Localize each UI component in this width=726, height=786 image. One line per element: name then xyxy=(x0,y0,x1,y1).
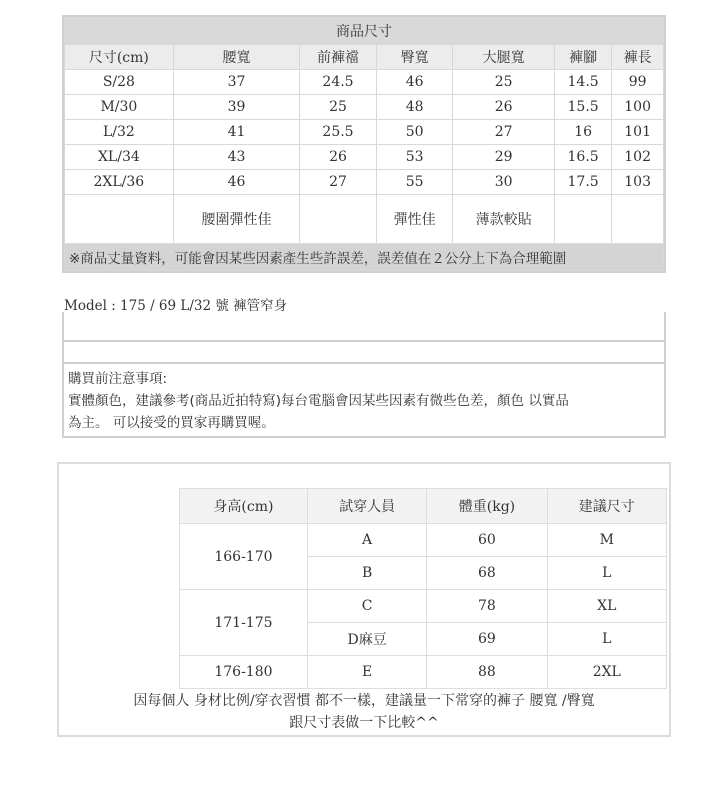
size-cell: 46 xyxy=(173,170,299,195)
notice-line: 實體顏色，建議參考(商品近拍特寫)每台電腦會因某些因素有微些色差，顏色 以實品 xyxy=(68,393,569,409)
fit-footnote xyxy=(59,690,669,734)
size-cell: 27 xyxy=(453,120,555,145)
size-cell: 48 xyxy=(376,95,453,120)
size-disclaimer: ※商品丈量資料，可能會因某些因素產生些許誤差，誤差值在２公分上下為合理範圍 xyxy=(65,244,664,271)
size-cell: 55 xyxy=(376,170,453,195)
height-range-cell: 166-170 xyxy=(180,524,308,590)
model-info: Model : 175 / 69 L/32 號 褲管窄身 xyxy=(64,298,288,314)
fit-cell: M xyxy=(547,524,666,557)
notice-header-bar xyxy=(64,342,664,364)
fit-header-cell: 試穿人員 xyxy=(307,489,426,524)
fit-cell: L xyxy=(547,623,666,656)
size-cell: 100 xyxy=(612,95,664,120)
table-row xyxy=(65,145,664,170)
fit-cell: A xyxy=(307,524,426,557)
size-cell: 16.5 xyxy=(554,145,611,170)
size-note-cell: 腰圍彈性佳 xyxy=(173,195,299,244)
fit-cell: 69 xyxy=(427,623,547,656)
size-note-cell: 薄款較貼 xyxy=(453,195,555,244)
fit-cell: L xyxy=(547,557,666,590)
spacer xyxy=(62,312,666,340)
size-cell: 2XL/36 xyxy=(65,170,174,195)
table-row xyxy=(65,170,664,195)
fit-cell: D麻豆 xyxy=(307,623,426,656)
size-cell: 17.5 xyxy=(554,170,611,195)
fit-footnote-line: 因每個人 身材比例/穿衣習慣 都不一樣，建議量一下常穿的褲子 腰寬 /臀寬 xyxy=(133,693,595,709)
size-cell: 102 xyxy=(612,145,664,170)
size-chart xyxy=(62,15,666,273)
size-cell: 25 xyxy=(300,95,377,120)
size-cell: 25 xyxy=(453,70,555,95)
table-row xyxy=(65,120,664,145)
fit-cell: B xyxy=(307,557,426,590)
purchase-notice xyxy=(62,340,666,438)
fit-cell: 60 xyxy=(427,524,547,557)
fit-cell: 88 xyxy=(427,656,547,689)
size-cell: 24.5 xyxy=(300,70,377,95)
fit-table xyxy=(179,488,667,689)
size-cell: 101 xyxy=(612,120,664,145)
size-header-cell: 臀寬 xyxy=(376,45,453,70)
size-cell: 41 xyxy=(173,120,299,145)
size-cell: 26 xyxy=(453,95,555,120)
table-row xyxy=(65,70,664,95)
fit-cell: 68 xyxy=(427,557,547,590)
size-note-cell xyxy=(612,195,664,244)
size-cell: 29 xyxy=(453,145,555,170)
fit-chart xyxy=(57,462,671,737)
size-header-cell: 大腿寬 xyxy=(453,45,555,70)
size-cell: 16 xyxy=(554,120,611,145)
size-cell: 99 xyxy=(612,70,664,95)
size-note-cell xyxy=(554,195,611,244)
notice-body xyxy=(64,364,664,438)
height-range-cell: 176-180 xyxy=(180,656,308,689)
size-cell: 26 xyxy=(300,145,377,170)
size-cell: 15.5 xyxy=(554,95,611,120)
table-row xyxy=(180,656,667,689)
size-cell: 14.5 xyxy=(554,70,611,95)
size-table xyxy=(64,17,664,271)
fit-header-cell: 身高(cm) xyxy=(180,489,308,524)
size-cell: 103 xyxy=(612,170,664,195)
fit-cell: 78 xyxy=(427,590,547,623)
fit-cell: E xyxy=(307,656,426,689)
height-range-cell: 171-175 xyxy=(180,590,308,656)
table-row xyxy=(180,524,667,557)
size-header-cell: 腰寬 xyxy=(173,45,299,70)
size-cell: XL/34 xyxy=(65,145,174,170)
fit-header-cell: 建議尺寸 xyxy=(547,489,666,524)
size-note-cell: 彈性佳 xyxy=(376,195,453,244)
size-cell: M/30 xyxy=(65,95,174,120)
size-header-cell: 前褲襠 xyxy=(300,45,377,70)
size-cell: 46 xyxy=(376,70,453,95)
fit-cell: C xyxy=(307,590,426,623)
size-cell: L/32 xyxy=(65,120,174,145)
size-notes-row xyxy=(65,195,664,244)
fit-footnote-line: 跟尺寸表做一下比較^^ xyxy=(289,715,439,731)
size-note-cell xyxy=(300,195,377,244)
notice-heading: 購買前注意事項: xyxy=(68,371,168,387)
notice-line: 為主。 可以接受的買家再購買喔。 xyxy=(68,415,275,431)
size-header-cell: 褲長 xyxy=(612,45,664,70)
size-cell: 30 xyxy=(453,170,555,195)
size-cell: 43 xyxy=(173,145,299,170)
fit-cell: 2XL xyxy=(547,656,666,689)
fit-cell: XL xyxy=(547,590,666,623)
disclaimer-row xyxy=(65,244,664,271)
fit-header-row xyxy=(180,489,667,524)
table-row xyxy=(180,590,667,623)
size-note-cell xyxy=(65,195,174,244)
size-cell: S/28 xyxy=(65,70,174,95)
size-header-cell: 尺寸(cm) xyxy=(65,45,174,70)
size-cell: 27 xyxy=(300,170,377,195)
size-header-row xyxy=(65,45,664,70)
size-chart-title: 商品尺寸 xyxy=(65,18,664,45)
size-cell: 39 xyxy=(173,95,299,120)
size-header-cell: 褲腳 xyxy=(554,45,611,70)
fit-header-cell: 體重(kg) xyxy=(427,489,547,524)
size-cell: 25.5 xyxy=(300,120,377,145)
size-cell: 37 xyxy=(173,70,299,95)
size-cell: 53 xyxy=(376,145,453,170)
size-cell: 50 xyxy=(376,120,453,145)
table-row xyxy=(65,95,664,120)
